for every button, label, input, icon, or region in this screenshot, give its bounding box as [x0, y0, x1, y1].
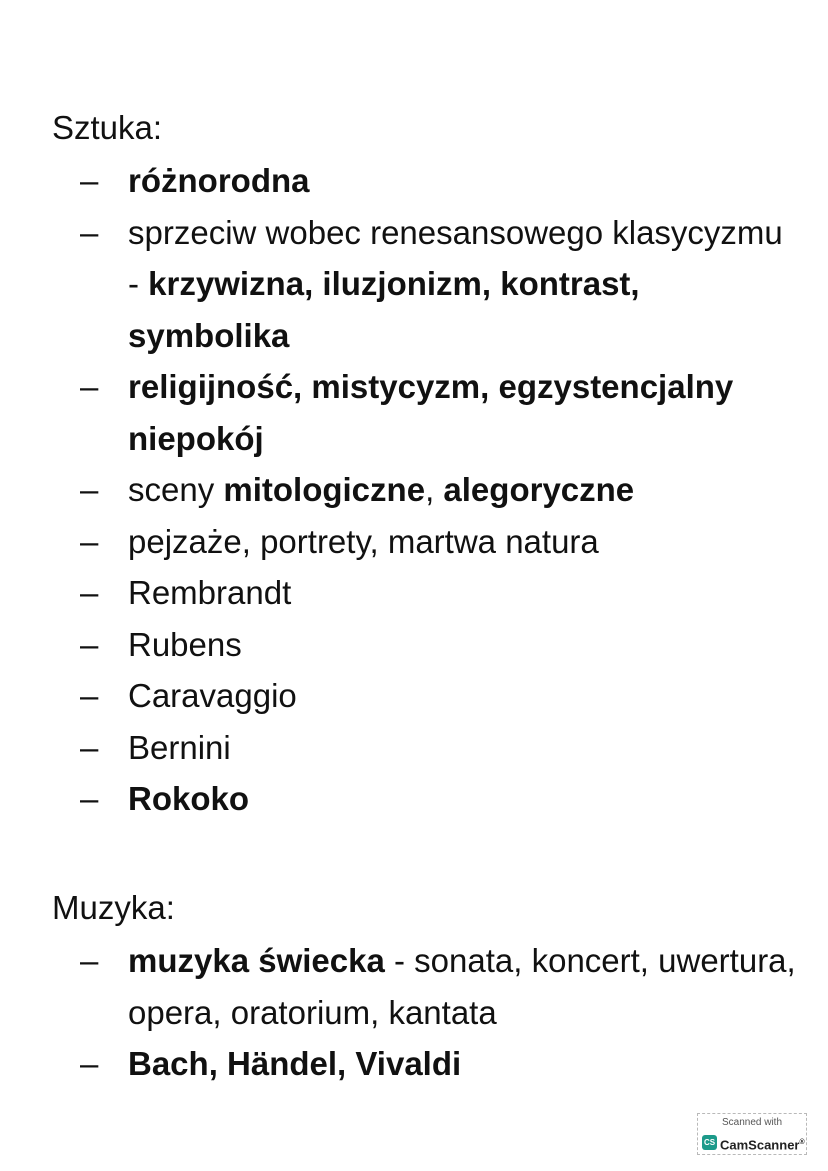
list-item [80, 619, 800, 671]
bullet-dash: – [80, 213, 99, 251]
bullet-dash: – [80, 522, 99, 560]
bullet-dash: – [80, 728, 99, 766]
plain-text: sprzeciw wobec renesansowego klasycyzmu - [128, 213, 783, 302]
list-item [80, 773, 800, 825]
plain-text: pejzaże, portrety, martwa natura [128, 522, 599, 560]
plain-text: Rembrandt [128, 574, 292, 611]
list-item [80, 1038, 800, 1090]
plain-text: Bernini [128, 728, 231, 766]
list-item [80, 935, 800, 1038]
bullet-dash: – [80, 942, 99, 979]
list-item-text [128, 729, 231, 766]
list-item [80, 567, 800, 619]
bold-text: muzyka świecka [128, 942, 385, 979]
bold-text: mitologiczne [223, 471, 426, 508]
watermark-caption: Scanned with [721, 1117, 783, 1128]
bullet-dash: – [80, 677, 99, 714]
list-item [80, 361, 800, 464]
bullet-dash: – [80, 780, 99, 817]
list-item-text [128, 162, 309, 199]
list-item [80, 722, 800, 774]
watermark-brand: CamScanner [720, 1137, 800, 1153]
list-item [80, 464, 800, 516]
bullet-dash: – [80, 1045, 99, 1082]
list-item-text [128, 471, 634, 508]
plain-text: Caravaggio [128, 677, 297, 714]
bullet-dash: – [80, 368, 99, 405]
bold-text: alegoryczne [443, 471, 635, 508]
list-item-text [128, 214, 783, 354]
music-list [80, 935, 800, 1090]
trademark-sign: ® [799, 1139, 805, 1146]
bullet-dash: – [80, 574, 99, 611]
plain-text: - sonata, koncert, uwertura, opera, oratorium, kantata [128, 942, 796, 1031]
list-item [80, 155, 800, 207]
bold-text: religijność, mistycyzm, egzystencjalny niepokój [128, 368, 734, 457]
art-list [80, 155, 800, 825]
bold-text: Rokoko [128, 780, 250, 817]
list-item-text [128, 1045, 461, 1082]
plain-text: sceny [128, 471, 224, 508]
plain-text: , [425, 471, 444, 508]
bullet-dash: – [80, 471, 99, 508]
camscanner-logo-icon: CS [702, 1135, 717, 1150]
list-item-text [128, 523, 599, 560]
list-item-text [128, 368, 733, 457]
bold-text: Bach, Händel, Vivaldi [128, 1045, 462, 1082]
bullet-dash: – [80, 625, 99, 663]
music-heading: Muzyka: [52, 889, 175, 926]
list-item [80, 207, 800, 362]
list-item-text [128, 780, 249, 817]
list-item [80, 670, 800, 722]
art-heading: Sztuka: [52, 109, 163, 146]
list-item-text [128, 942, 796, 1031]
plain-text: Rubens [128, 625, 242, 663]
list-item-text [128, 677, 297, 714]
camscanner-watermark [697, 1113, 807, 1155]
bold-text: różnorodna [128, 162, 310, 199]
list-item [80, 516, 800, 568]
list-item-text [128, 574, 291, 611]
list-item-text [128, 626, 242, 663]
bold-text: krzywizna, iluzjonizm, kontrast, symbolika [128, 265, 640, 354]
watermark-name [720, 1134, 805, 1153]
bullet-dash: – [80, 162, 99, 199]
